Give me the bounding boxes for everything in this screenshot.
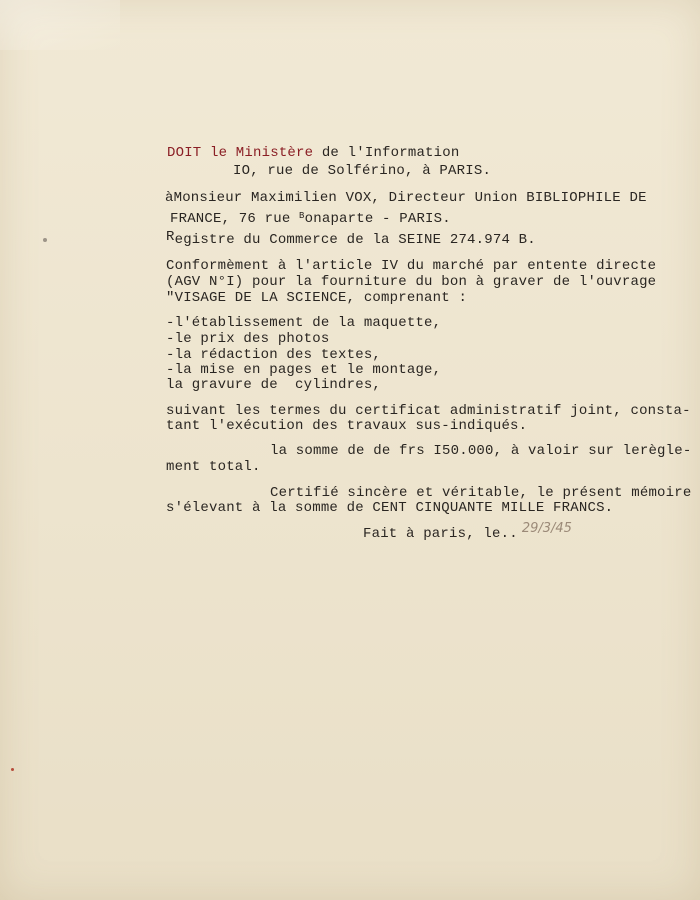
handwritten-date: 29/3/45 bbox=[521, 521, 572, 536]
terms-line-2: tant l'exécution des travaux sus-indiqués. bbox=[166, 418, 528, 434]
amount-line-2: ment total. bbox=[166, 459, 261, 475]
certified-line-2: s'élevant à la somme de CENT CINQUANTE MILLE FRANCS. bbox=[166, 500, 614, 516]
list-item: -le prix des photos bbox=[166, 331, 330, 347]
place-date-label: Fait à paris, le.. bbox=[363, 526, 518, 542]
list-item: la gravure de cylindres, bbox=[166, 377, 382, 393]
list-item: -la rédaction des textes, bbox=[166, 347, 382, 363]
intro-line-3: "VISAGE DE LA SCIENCE, comprenant : bbox=[166, 290, 468, 306]
intro-line-2: (AGV N°I) pour la fourniture du bon à graver de l'ouvrage bbox=[166, 274, 657, 290]
ministry-address: IO, rue de Solférino, à PARIS. bbox=[233, 163, 492, 179]
amount-line-1: la somme de de frs I50.000, à valoir sur lerègle- bbox=[270, 443, 692, 459]
recipient-line-2: FRANCE, 76 rue $^B$onaparte - PARIS. bbox=[170, 211, 451, 227]
ink-spot bbox=[11, 768, 14, 771]
doit-label: DOIT le Ministère bbox=[167, 145, 314, 161]
superscript-b: B bbox=[299, 211, 305, 221]
closing-line bbox=[363, 521, 572, 542]
intro-line-1: Conformèment à l'article IV du marché par entente directe bbox=[166, 258, 657, 274]
list-item: -la mise en pages et le montage, bbox=[166, 362, 442, 378]
ministry-name: de l'Information bbox=[313, 145, 460, 161]
registry-line: Registre du Commerce de la SEINE 274.974 B. bbox=[166, 229, 536, 248]
list-item: -l'établissement de la maquette, bbox=[166, 315, 442, 331]
ministry-line bbox=[167, 145, 459, 161]
paper-mark bbox=[43, 238, 47, 242]
recipient-line-1: àMonsieur Maximilien VOX, Directeur Union BIBLIOPHILE DE bbox=[165, 190, 647, 206]
certified-line-1: Certifié sincère et véritable, le présent mémoire bbox=[270, 485, 692, 501]
corner-fold bbox=[0, 0, 120, 50]
terms-line-1: suivant les termes du certificat administratif joint, consta- bbox=[166, 403, 691, 419]
